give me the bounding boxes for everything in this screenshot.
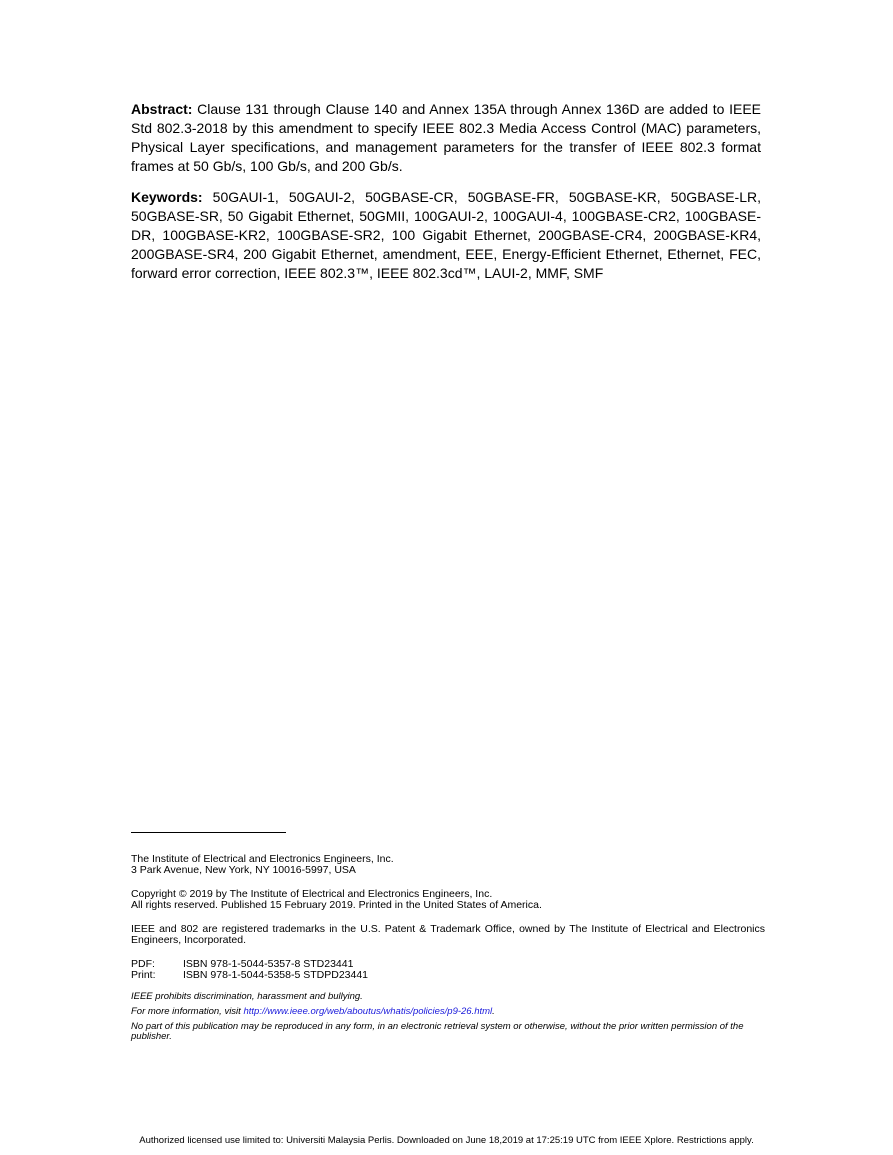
more-info-suffix: .	[492, 1006, 495, 1017]
trademark-notice: IEEE and 802 are registered trademarks in the U.S. Patent & Trademark Office, owned by The Institute of Electrical and Electronics Engineers, Incorporated.	[131, 923, 765, 946]
more-info-prefix: For more information, visit	[131, 1006, 244, 1017]
more-info-notice	[131, 1007, 765, 1017]
keywords-text: 50GAUI-1, 50GAUI-2, 50GBASE-CR, 50GBASE-FR, 50GBASE-KR, 50GBASE-LR, 50GBASE-SR, 50 Gigabit Ethernet, 50GMII, 100GAUI-2, 100GAUI-4, 100GBASE-CR2, 100GBASE-DR, 100GBASE-KR2, 100GBASE-SR2, 100 Gigabit Ethernet, 200GBASE-CR4, 200GBASE-KR4, 200GBASE-SR4, 200 Gigabit Ethernet, amendment, EEE, Energy-Efficient Ethernet, Ethernet, FEC, forward error correction, IEEE 802.3™, IEEE 802.3cd™, LAUI-2, MMF, SMF	[131, 189, 761, 281]
license-footer: Authorized licensed use limited to: Universiti Malaysia Perlis. Downloaded on June 18,2019 at 17:25:19 UTC from IEEE Xplore. Restrictions apply.	[139, 1135, 754, 1146]
isbn-block	[131, 959, 765, 981]
isbn-label: PDF:	[131, 958, 155, 970]
copyright-line-1: Copyright © 2019 by The Institute of Electrical and Electronics Engineers, Inc.	[131, 888, 493, 900]
keywords-paragraph	[131, 188, 761, 283]
isbn-value: ISBN 978-1-5044-5357-8 STD23441	[183, 958, 354, 970]
copyright-block	[131, 889, 765, 911]
keywords-label: Keywords:	[131, 189, 203, 205]
abstract-paragraph	[131, 100, 761, 176]
footnote-divider	[131, 832, 286, 833]
abstract-label: Abstract:	[131, 101, 193, 117]
isbn-label: Print:	[131, 969, 156, 981]
policy-link[interactable]: http://www.ieee.org/web/aboutus/whatis/policies/p9-26.html	[243, 1006, 493, 1017]
isbn-row-print	[131, 970, 765, 981]
isbn-value: ISBN 978-1-5044-5358-5 STDPD23441	[183, 969, 369, 981]
publisher-name: The Institute of Electrical and Electronics Engineers, Inc.	[131, 853, 394, 865]
harassment-notice: IEEE prohibits discrimination, harassment and bullying.	[131, 991, 363, 1002]
publisher-block	[131, 854, 765, 876]
abstract-text: Clause 131 through Clause 140 and Annex 135A through Annex 136D are added to IEEE Std 802.3-2018 by this amendment to specify IEEE 802.3 Media Access Control (MAC) parameters, Physical Layer specifications, and management parameters for the transfer of IEEE 802.3 format frames at 50 Gb/s, 100 Gb/s, and 200 Gb/s.	[131, 101, 761, 174]
copyright-line-2: All rights reserved. Published 15 February 2019. Printed in the United States of America.	[131, 899, 542, 911]
publisher-address: 3 Park Avenue, New York, NY 10016-5997, USA	[131, 864, 356, 876]
reproduction-notice: No part of this publication may be reproduced in any form, in an electronic retrieval system or otherwise, without the prior written permission of the publisher.	[131, 1021, 744, 1042]
